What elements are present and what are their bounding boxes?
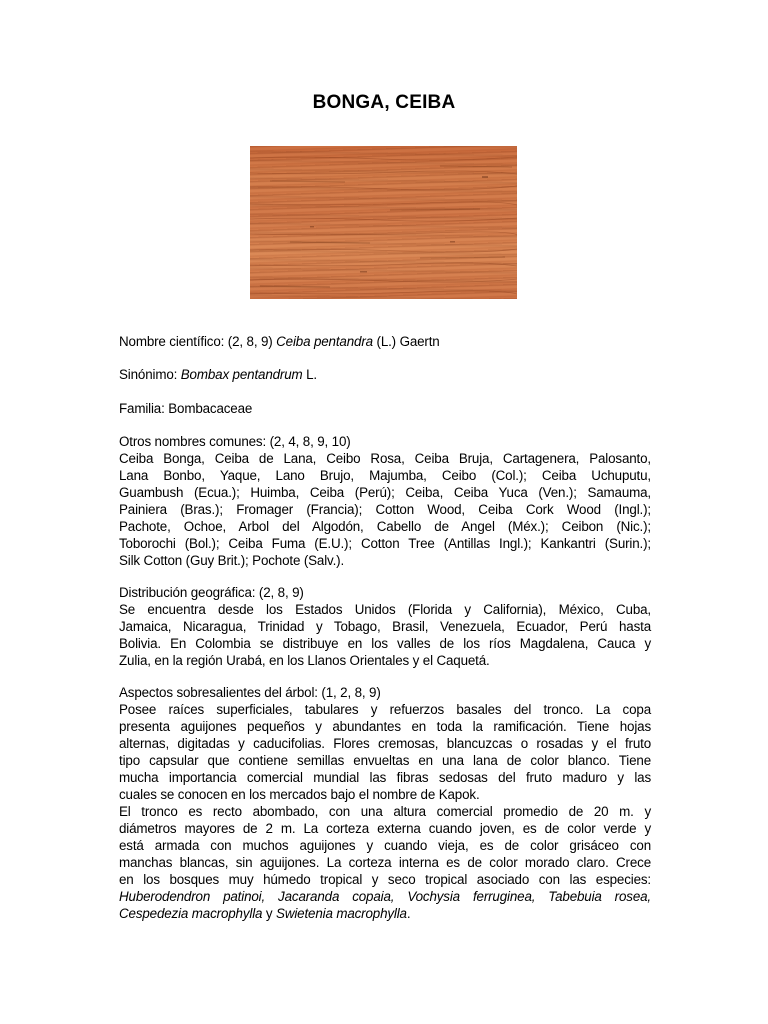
aspects-paragraph-line: mucha importancia comercial mundial las fibras sedosas del fruto maduro y las: [119, 770, 651, 785]
aspects-paragraph-line: diámetros mayores de 2 m. La corteza externa cuando joven, es de color verde y: [119, 821, 651, 836]
species-period: .: [406, 906, 411, 921]
synonym-label: Sinónimo:: [119, 367, 181, 382]
aspects-paragraph-line: en los bosques muy húmedo tropical y seco tropical asociado con las especies:: [119, 872, 651, 887]
distribution-line: Jamaica, Nicaragua, Trinidad y Tobago, Brasil, Venezuela, Ecuador, Perú hasta: [119, 619, 651, 634]
page-title: BONGA, CEIBA: [312, 92, 456, 113]
aspects-paragraph-line: El tronco es recto abombado, con una altura comercial promedio de 20 m. y: [119, 804, 651, 819]
common-names-heading: Otros nombres comunes: (2, 4, 8, 9, 10): [119, 434, 351, 449]
species-connector: y: [262, 906, 277, 921]
species-list-italic: Huberodendron patinoi, Jacaranda copaia, Vochysia ferruginea, Tabebuia rosea,: [119, 889, 651, 904]
distribution-section: [119, 584, 651, 669]
species-name: Cespedezia macrophylla: [119, 906, 263, 921]
distribution-heading: Distribución geográfica: (2, 8, 9): [119, 585, 304, 600]
synonym-line: [119, 366, 651, 383]
species-line: [119, 888, 651, 905]
synonym-value: Bombax pentandrum: [180, 367, 303, 382]
aspects-paragraph-line: Posee raíces superficiales, tabulares y refuerzos basales del tronco. La copa: [119, 702, 651, 717]
common-names-line: Pachote, Ochoe, Arbol del Algodón, Cabello de Angel (Méx.); Ceibon (Nic.);: [119, 519, 651, 534]
aspects-paragraph-line: cuales se conocen en los mercados bajo el nombre de Kapok.: [119, 787, 480, 802]
aspects-paragraph-line: presenta aguijones pequeños y abundantes en toda la ramificación. Tiene hojas: [119, 719, 651, 734]
aspects-paragraph-line: tipo capsular que contiene semillas envueltas en una lana de color blanco. Tiene: [119, 753, 651, 768]
species-name: Swietenia macrophylla: [276, 906, 407, 921]
family-line: Familia: Bombacaceae: [119, 401, 253, 416]
scientific-name-label: Nombre científico: (2, 8, 9): [119, 334, 277, 349]
common-names-line: Ceiba Bonga, Ceiba de Lana, Ceibo Rosa, Ceiba Bruja, Cartagenera, Palosanto,: [119, 451, 651, 466]
wood-sample-image: [250, 146, 517, 299]
aspects-section: [119, 684, 651, 922]
common-names-line: Guambush (Ecua.); Huimba, Ceiba (Perú); Ceiba, Ceiba Yuca (Ven.); Samauma,: [119, 485, 651, 500]
common-names-line: Toborochi (Bol.); Ceiba Fuma (E.U.); Cotton Tree (Antillas Ingl.); Kankantri (Surin.);: [119, 536, 651, 551]
distribution-line: Bolivia. En Colombia se distribuye en los valles de los ríos Magdalena, Cauca y: [119, 636, 651, 651]
scientific-name-author: (L.) Gaertn: [372, 334, 440, 349]
common-names-line: Silk Cotton (Guy Brit.); Pochote (Salv.).: [119, 553, 345, 568]
distribution-line: Zulia, en la región Urabá, en los Llanos Orientales y el Caquetá.: [119, 653, 490, 668]
aspects-paragraph-line: manchas blancas, sin aguijones. La corteza interna es de color morado claro. Crece: [119, 855, 651, 870]
common-names-line: Painiera (Bras.); Fromager (Francia); Cotton Wood, Ceiba Cork Wood (Ingl.);: [119, 502, 651, 517]
aspects-paragraph-line: alternas, digitadas y caducifolias. Flores cremosas, blancuzcas o rosadas y el fruto: [119, 736, 651, 751]
scientific-name-value: Ceiba pentandra: [276, 334, 373, 349]
common-names-section: [119, 433, 651, 569]
scientific-name-line: [119, 333, 651, 350]
common-names-line: Lana Bonbo, Yaque, Lano Brujo, Majumba, Ceibo (Col.); Ceiba Uchuputu,: [119, 468, 651, 483]
aspects-heading: Aspectos sobresalientes del árbol: (1, 2, 8, 9): [119, 685, 381, 700]
wood-grain-texture: [250, 146, 517, 299]
aspects-paragraph-line: está armada con muchos aguijones y cuando vieja, es de color grisáceo con: [119, 838, 651, 853]
species-line: [119, 905, 651, 922]
distribution-line: Se encuentra desde los Estados Unidos (Florida y California), México, Cuba,: [119, 602, 651, 617]
synonym-author: L.: [302, 367, 317, 382]
